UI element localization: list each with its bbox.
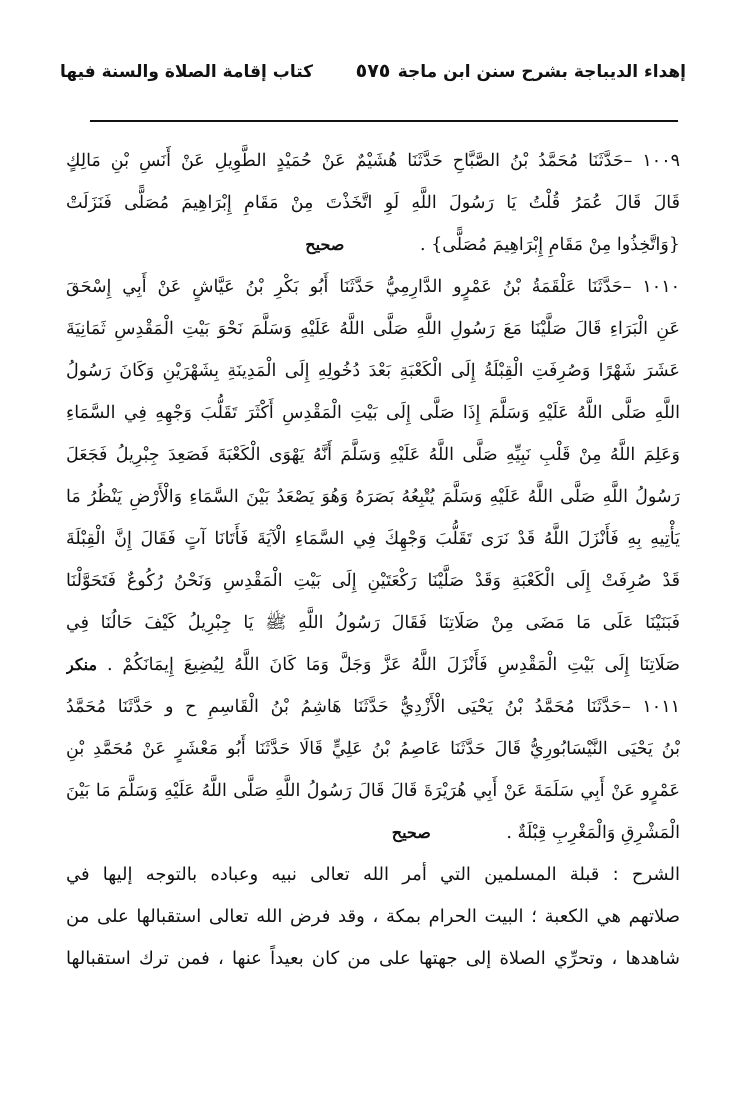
text-line: عَشَرَ شَهْرًا وَصُرِفَتِ الْقِبْلَةُ إِلَى الْكَعْبَةِ بَعْدَ دُخُولِهِ إِلَى الْمَدِينَةِ بِشَهْرَيْنِ وَكَانَ رَسُولُ [66, 361, 680, 381]
text-line: يَأْتِيهِ بِهِ فَأَنْزَلَ اللَّهُ قَدْ نَرَى تَقَلُّبَ وَجْهِكَ فِي السَّمَاءِ الْآيَةَ فَأَتَانَا آتٍ فَقَالَ إِنَّ الْقِبْلَةَ [66, 529, 680, 549]
chapter-title: كتاب إقامة الصلاة والسنة فيها [60, 62, 314, 82]
text-line-content: صَلَاتِنَا إِلَى بَيْتِ الْمَقْدِسِ فَأَنْزَلَ اللَّهُ عَزَّ وَجَلَّ وَمَا كَانَ اللَّهُ لِيُضِيعَ إِيمَانَكُمْ . [107, 655, 680, 675]
text-line: فَبَنَيْنَا عَلَى مَا مَضَى مِنْ صَلَاتِنَا فَقَالَ رَسُولُ اللَّهِ ﷺ يَا جِبْرِيلُ كَيْفَ حَالُنَا فِي [66, 613, 680, 633]
hadith-grade-1009: صحيح [305, 235, 345, 254]
main-text [66, 140, 680, 980]
quran-quote: {وَاتَّخِذُوا مِنْ مَقَامِ إِبْرَاهِيمَ مُصَلًّى} . [419, 235, 680, 255]
commentary-line [66, 854, 680, 896]
text-line-content: الْمَشْرِقِ وَالْمَغْرِبِ قِبْلَةٌ . [506, 823, 680, 843]
commentary-line: شاهدها ، وتحرِّي الصلاة إلى جهتها على من كان بعيداً عنها ، فمن ترك استقبالها [66, 948, 680, 969]
text-line: ١٠١١ –حَدَّثَنَا مُحَمَّدُ بْنُ يَحْيَى الْأَزْدِيُّ حَدَّثَنَا هَاشِمُ بْنُ الْقَاسِمِ ح و حَدَّثَنَا مُحَمَّدُ [66, 697, 680, 717]
hadith-grade-1011: صحيح [391, 823, 431, 842]
book-title: إهداء الديباجة بشرح سنن ابن ماجة [397, 62, 686, 82]
commentary-line: صلاتهم هي الكعبة ؛ البيت الحرام بمكة ، وقد فرض الله تعالى استقبالها على من [66, 906, 680, 927]
commentary [66, 854, 680, 980]
text-line: اللَّهِ صَلَّى اللَّهُ عَلَيْهِ وَسَلَّمَ إِذَا صَلَّى إِلَى بَيْتِ الْمَقْدِسِ أَكْثَرَ تَقَلُّبَ وَجْهِهِ فِي السَّمَاءِ [66, 403, 680, 423]
text-line: قَالَ قَالَ عُمَرُ قُلْتُ يَا رَسُولَ اللَّهِ لَوِ اتَّخَذْتَ مِنْ مَقَامِ إِبْرَاهِيمَ مُصَلًّى فَنَزَلَتْ [66, 193, 680, 213]
text-line [66, 812, 680, 854]
text-line [66, 224, 680, 266]
text-line [66, 644, 680, 686]
text-line: رَسُولُ اللَّهِ صَلَّى اللَّهُ عَلَيْهِ وَسَلَّمَ يُتْبِعُهُ بَصَرَهُ وَهُوَ يَصْعَدُ بَيْنَ السَّمَاءِ وَالْأَرْضِ يَنْظُرُ مَا [66, 487, 680, 507]
commentary-text: قبلة المسلمين التي أمر الله تعالى نبيه وعباده بالتوجه إليها في [66, 864, 600, 885]
text-line: ١٠١٠ –حَدَّثَنَا عَلْقَمَةُ بْنُ عَمْرٍو الدَّارِمِيُّ حَدَّثَنَا أَبُو بَكْرِ بْنُ عَيَّاشٍ عَنْ أَبِي إِسْحَقَ [66, 277, 680, 297]
text-line: بْنُ يَحْيَى النَّيْسَابُورِيُّ قَالَ حَدَّثَنَا عَاصِمُ بْنُ عَلِيٍّ قَالَا حَدَّثَنَا أَبُو مَعْشَرٍ عَنْ مُحَمَّدِ بْنِ [66, 739, 680, 759]
text-line: قَدْ صُرِفَتْ إِلَى الْكَعْبَةِ وَقَدْ صَلَّيْنَا رَكْعَتَيْنِ إِلَى بَيْتِ الْمَقْدِسِ وَنَحْنُ رُكُوعٌ فَتَحَوَّلْنَا [66, 571, 680, 591]
hadith-grade-1010: منكر [66, 655, 98, 674]
page-number: ٥٧٥ [355, 60, 391, 82]
page-header [60, 56, 686, 96]
text-line: عَنِ الْبَرَاءِ قَالَ صَلَّيْنَا مَعَ رَسُولِ اللَّهِ صَلَّى اللَّهُ عَلَيْهِ وَسَلَّمَ نَحْوَ بَيْتِ الْمَقْدِسِ ثَمَانِيَةَ [66, 319, 680, 339]
header-divider [90, 120, 678, 122]
text-line: عَمْرٍو عَنْ أَبِي سَلَمَةَ عَنْ أَبِي هُرَيْرَةَ قَالَ قَالَ رَسُولُ اللَّهِ صَلَّى اللَّهُ عَلَيْهِ وَسَلَّمَ مَا بَيْنَ [66, 781, 680, 801]
commentary-label: الشرح : [612, 864, 680, 885]
text-line: وَعَلِمَ اللَّهُ مِنْ قَلْبِ نَبِيِّهِ صَلَّى اللَّهُ عَلَيْهِ وَسَلَّمَ أَنَّهُ يَهْوَى الْكَعْبَةَ فَصَعِدَ جِبْرِيلُ فَجَعَلَ [66, 445, 680, 465]
text-line: ١٠٠٩ –حَدَّثَنَا مُحَمَّدُ بْنُ الصَّبَّاحِ حَدَّثَنَا هُشَيْمٌ عَنْ حُمَيْدٍ الطَّوِيلِ عَنْ أَنَسِ بْنِ مَالِكٍ [66, 151, 680, 171]
